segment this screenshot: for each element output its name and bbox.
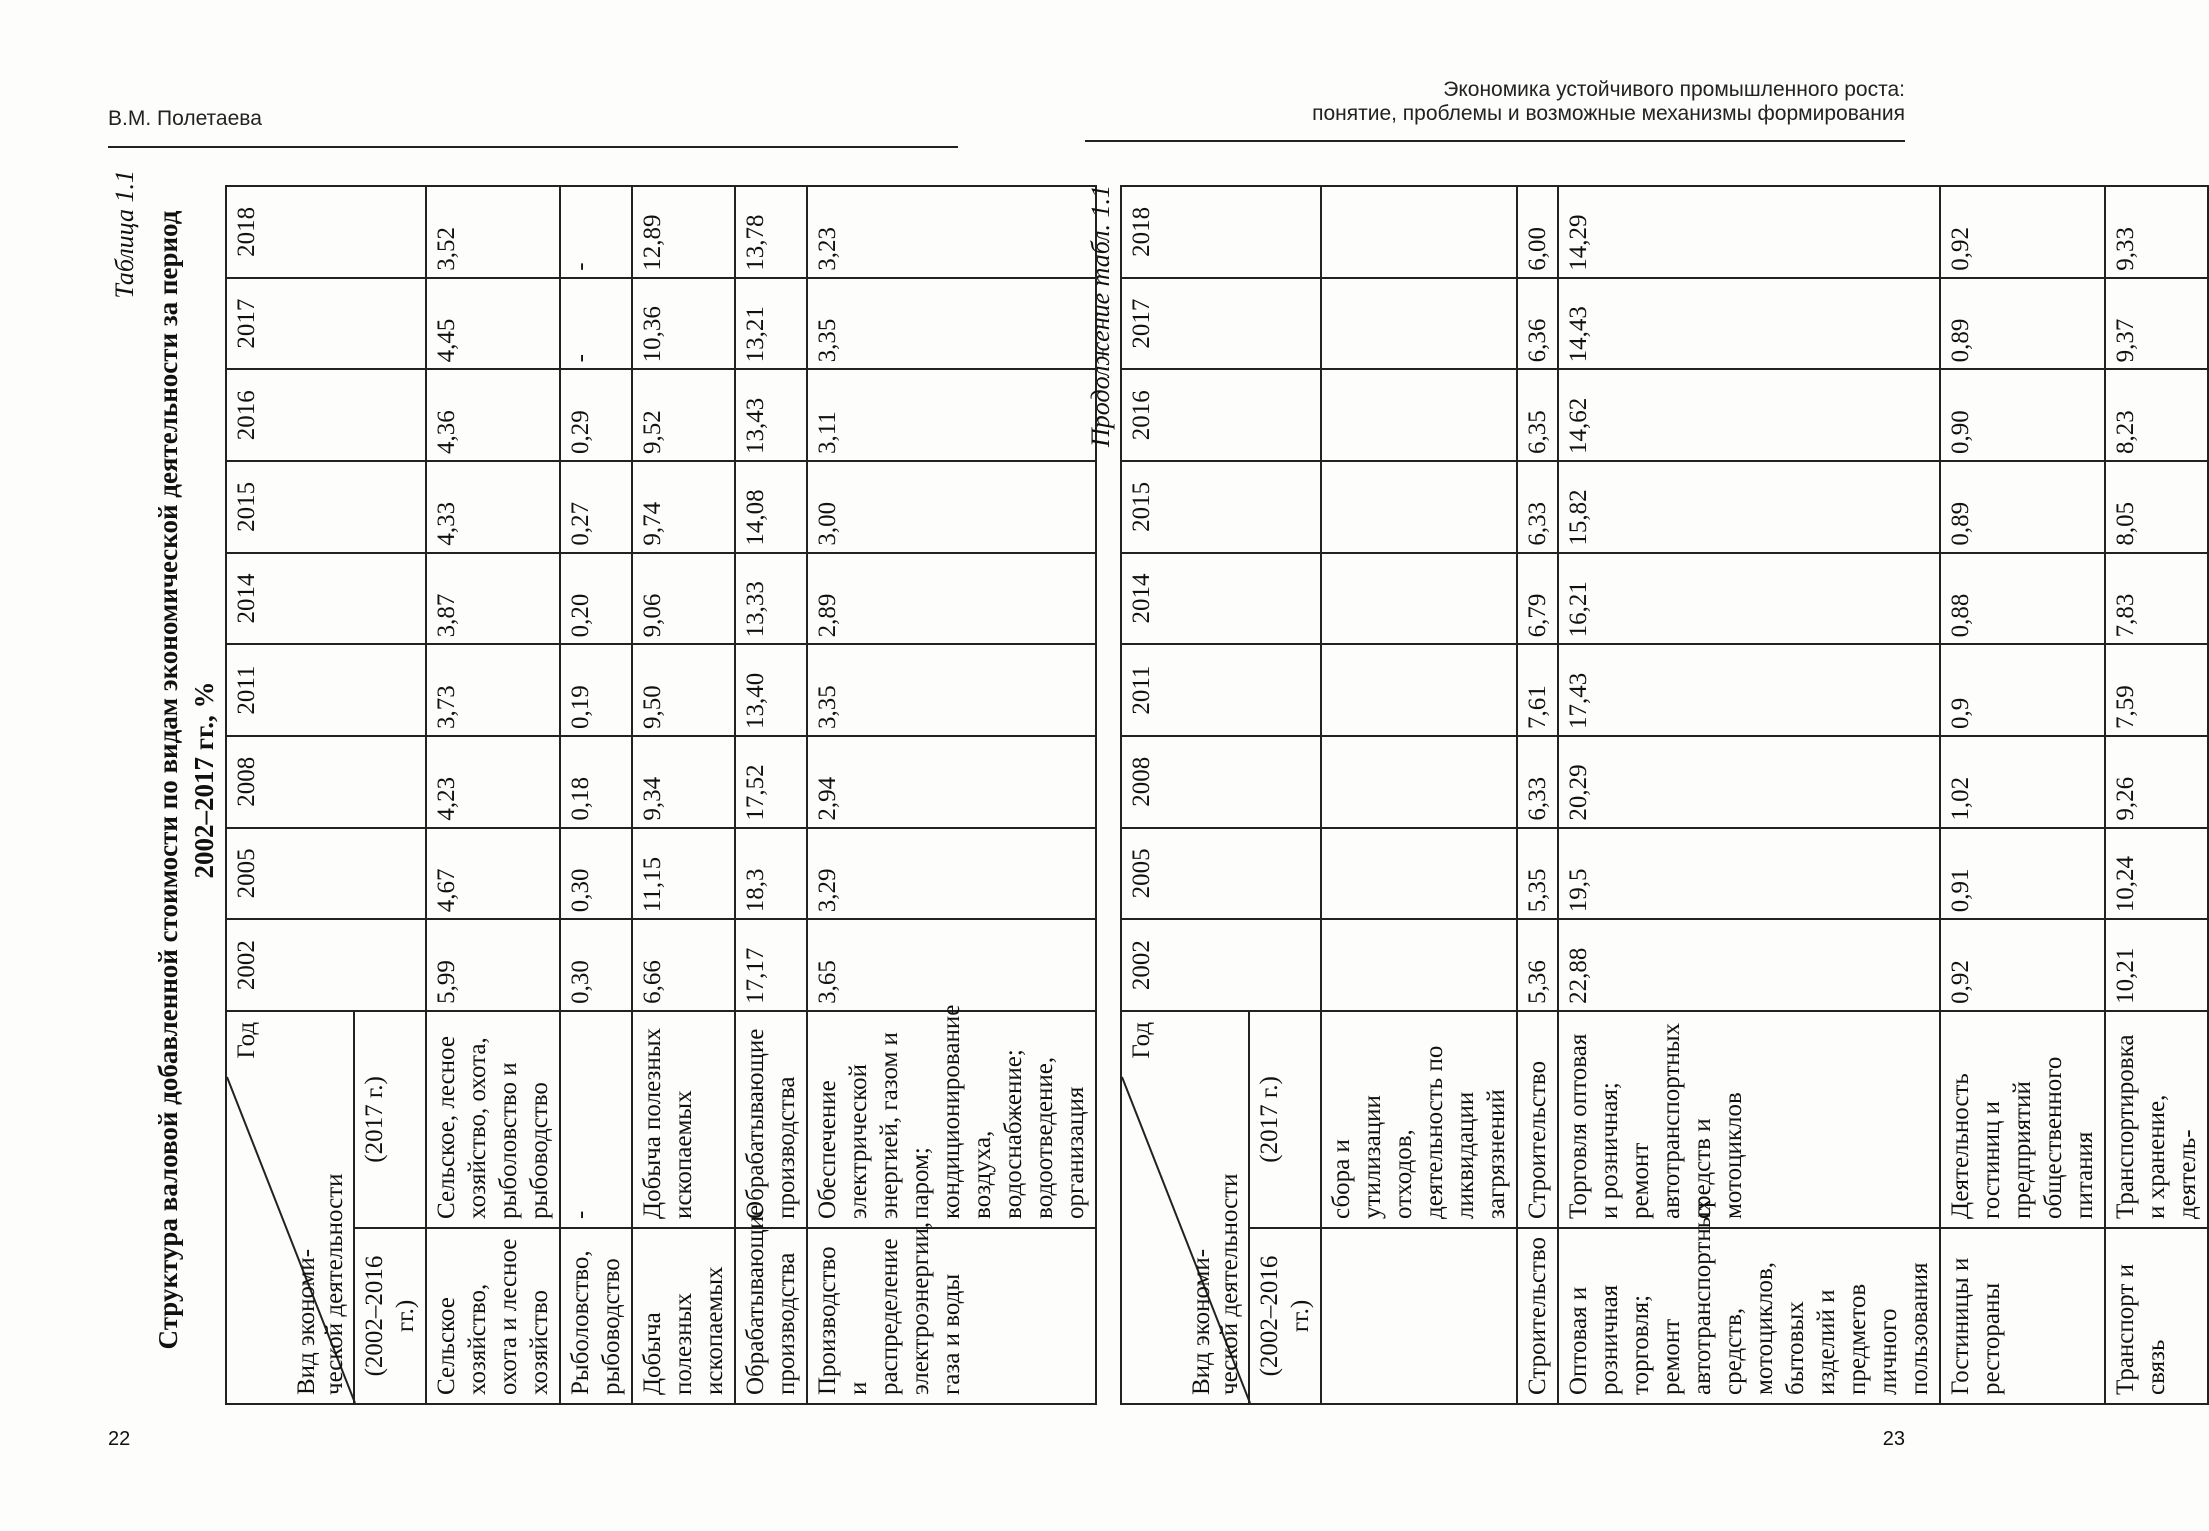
- activity-2017: Сельское, лесное хозяйство, охота, рыболовство и рыбоводство: [426, 1011, 560, 1228]
- running-head-line1: Экономика устойчивого промышленного роста:: [1443, 78, 1905, 101]
- table-caption: [1086, 185, 1116, 1405]
- value-cell: 13,33: [735, 553, 807, 645]
- activity-2017: Обеспечение электрической энергией, газом и паром; кондиционирование воздуха, водоснабжение; водоотведение, организация: [807, 1011, 1096, 1228]
- value-cell: 2,89: [807, 553, 1096, 645]
- running-head-line2: понятие, проблемы и возможные механизмы формирования: [1312, 102, 1905, 125]
- value-cell: 4,67: [426, 828, 560, 920]
- value-cell: 19,5: [1558, 828, 1940, 920]
- value-cell: 8,23: [2105, 369, 2208, 461]
- value-cell: 7,59: [2105, 644, 2208, 736]
- value-cell: 3,52: [426, 186, 560, 278]
- value-cell: 17,43: [1558, 644, 1940, 736]
- value-cell: 4,36: [426, 369, 560, 461]
- table-row: [735, 186, 807, 1404]
- activity-2017: Строительство: [1517, 1011, 1558, 1228]
- value-cell: 13,40: [735, 644, 807, 736]
- value-cell: 9,34: [632, 736, 735, 828]
- activity-2017: Добыча полезных ископаемых: [632, 1011, 735, 1228]
- value-cell: 4,33: [426, 461, 560, 553]
- value-cell: 0,9: [1940, 644, 2105, 736]
- table-label: Таблица 1.1: [110, 170, 139, 299]
- year-header: 2015: [226, 461, 426, 553]
- value-cell: 14,29: [1558, 186, 1940, 278]
- value-cell: 0,89: [1940, 278, 2105, 370]
- year-header: 2008: [1121, 736, 1321, 828]
- value-cell: 9,33: [2105, 186, 2208, 278]
- value-cell: 13,43: [735, 369, 807, 461]
- value-cell: 6,35: [1517, 369, 1558, 461]
- activity-2002-2016: Транспорт и связь: [2105, 1228, 2208, 1404]
- value-cell: -: [560, 186, 632, 278]
- activity-2002-2016: [1321, 1228, 1517, 1404]
- value-cell: 3,87: [426, 553, 560, 645]
- value-cell: [1321, 736, 1517, 828]
- value-cell: 18,3: [735, 828, 807, 920]
- year-header: 2002: [1121, 919, 1321, 1011]
- value-cell: 3,65: [807, 919, 1096, 1011]
- table-row: [632, 186, 735, 1404]
- value-cell: 13,21: [735, 278, 807, 370]
- activity-2002-2016: Оптовая и розничная торговля; ремонт автотранспортных средств, мотоциклов, бытовых изделий и предметов личного пользования: [1558, 1228, 1940, 1404]
- activity-2002-2016: Рыболовство, рыбоводство: [560, 1228, 632, 1404]
- year-header: 2014: [226, 553, 426, 645]
- table-row: [1517, 186, 1558, 1404]
- value-cell: 13,78: [735, 186, 807, 278]
- value-cell: 0,29: [560, 369, 632, 461]
- subheader-2017: (2017 г.): [1249, 1011, 1321, 1228]
- value-cell: 6,36: [1517, 278, 1558, 370]
- subheader-2002-2016: (2002–2016 гг.): [1249, 1228, 1321, 1404]
- value-cell: 6,66: [632, 919, 735, 1011]
- header-rule: [108, 146, 958, 148]
- value-cell: 10,21: [2105, 919, 2208, 1011]
- year-header: 2011: [1121, 644, 1321, 736]
- value-cell: 3,00: [807, 461, 1096, 553]
- year-header: 2016: [1121, 369, 1321, 461]
- year-header: 2015: [1121, 461, 1321, 553]
- activity-2002-2016: Сельское хозяйство, охота и лесное хозяйство: [426, 1228, 560, 1404]
- year-header: 2002: [226, 919, 426, 1011]
- table-label: Продолжение табл. 1.1: [1086, 185, 1115, 447]
- value-cell: 20,29: [1558, 736, 1940, 828]
- activity-2017: Торговля оптовая и розничная; ремонт автотранспортных средств и мотоциклов: [1558, 1011, 1940, 1228]
- running-head-author: В.М. Полетаева: [108, 107, 262, 130]
- year-header: 2005: [226, 828, 426, 920]
- value-cell: 22,88: [1558, 919, 1940, 1011]
- year-header: 2017: [226, 278, 426, 370]
- value-cell: 7,61: [1517, 644, 1558, 736]
- value-cell: 14,62: [1558, 369, 1940, 461]
- value-cell: 0,92: [1940, 186, 2105, 278]
- page-number: 22: [108, 1428, 131, 1450]
- value-cell: 9,74: [632, 461, 735, 553]
- year-header: 2008: [226, 736, 426, 828]
- value-cell: 8,05: [2105, 461, 2208, 553]
- value-cell: 17,52: [735, 736, 807, 828]
- right-page: [1000, 0, 2201, 1531]
- year-header: 2011: [226, 644, 426, 736]
- activity-2017: сбора и утилизации отходов, деятельность по ликвидации загрязнений: [1321, 1011, 1517, 1228]
- value-cell: 9,26: [2105, 736, 2208, 828]
- value-cell: 3,73: [426, 644, 560, 736]
- activity-2017: Деятельность гостиниц и предприятий общественного питания: [1940, 1011, 2105, 1228]
- value-cell: 14,43: [1558, 278, 1940, 370]
- header-vid: Вид экономи- ческой деятельности: [1188, 1173, 1243, 1395]
- value-cell: 5,99: [426, 919, 560, 1011]
- table-caption: [110, 170, 222, 1390]
- value-cell: [1321, 828, 1517, 920]
- header-diagonal-cell: [1121, 1011, 1249, 1404]
- value-cell: 0,91: [1940, 828, 2105, 920]
- page-number: 23: [1882, 1428, 1905, 1450]
- year-header: 2005: [1121, 828, 1321, 920]
- table-row: [1558, 186, 1940, 1404]
- value-cell: 4,23: [426, 736, 560, 828]
- table-title-line2: 2002–2017 гг., %: [189, 681, 219, 879]
- value-cell: [1321, 644, 1517, 736]
- activity-2002-2016: Гостиницы и рестораны: [1940, 1228, 2105, 1404]
- header-god: Год: [1128, 1021, 1155, 1059]
- year-header: 2018: [226, 186, 426, 278]
- value-cell: 16,21: [1558, 553, 1940, 645]
- value-cell: 9,52: [632, 369, 735, 461]
- activity-2017: Обрабатывающие производства: [735, 1011, 807, 1228]
- year-header: 2017: [1121, 278, 1321, 370]
- value-cell: 10,36: [632, 278, 735, 370]
- value-cell: -: [560, 278, 632, 370]
- value-cell: 0,92: [1940, 919, 2105, 1011]
- value-cell: 15,82: [1558, 461, 1940, 553]
- value-cell: 9,50: [632, 644, 735, 736]
- header-vid: Вид экономи- ческой деятельности: [293, 1173, 348, 1395]
- value-cell: 3,29: [807, 828, 1096, 920]
- value-cell: 6,33: [1517, 736, 1558, 828]
- value-cell: 0,89: [1940, 461, 2105, 553]
- value-cell: [1321, 919, 1517, 1011]
- activity-2017: -: [560, 1011, 632, 1228]
- activity-2002-2016: Строительство: [1517, 1228, 1558, 1404]
- value-cell: 4,45: [426, 278, 560, 370]
- value-cell: 1,02: [1940, 736, 2105, 828]
- value-cell: 3,23: [807, 186, 1096, 278]
- header-diagonal-cell: [226, 1011, 354, 1404]
- subheader-2002-2016: (2002–2016 гг.): [354, 1228, 426, 1404]
- value-cell: 0,90: [1940, 369, 2105, 461]
- table-row: [1940, 186, 2105, 1404]
- data-table-left: [225, 185, 1097, 1405]
- activity-2002-2016: Производство и распределение электроэнергии, газа и воды: [807, 1228, 1096, 1404]
- value-cell: 3,35: [807, 278, 1096, 370]
- value-cell: 0,30: [560, 919, 632, 1011]
- value-cell: 9,37: [2105, 278, 2208, 370]
- value-cell: 0,88: [1940, 553, 2105, 645]
- table-row: [560, 186, 632, 1404]
- header-god: Год: [233, 1021, 260, 1059]
- table-row: [426, 186, 560, 1404]
- value-cell: 0,18: [560, 736, 632, 828]
- value-cell: 0,27: [560, 461, 632, 553]
- activity-2017: Транспортировка и хранение, деятель-: [2105, 1011, 2208, 1228]
- value-cell: 14,08: [735, 461, 807, 553]
- value-cell: 0,20: [560, 553, 632, 645]
- year-header: 2016: [226, 369, 426, 461]
- value-cell: 6,79: [1517, 553, 1558, 645]
- value-cell: 9,06: [632, 553, 735, 645]
- value-cell: [1321, 186, 1517, 278]
- value-cell: 12,89: [632, 186, 735, 278]
- table-title-line1: Структура валовой добавленной стоимости по видам экономической деятельности за период: [153, 210, 183, 1350]
- value-cell: [1321, 369, 1517, 461]
- value-cell: [1321, 461, 1517, 553]
- table-row: [2105, 186, 2208, 1404]
- value-cell: [1321, 278, 1517, 370]
- value-cell: 3,35: [807, 644, 1096, 736]
- value-cell: 5,35: [1517, 828, 1558, 920]
- left-page: [0, 0, 1089, 1531]
- value-cell: 3,11: [807, 369, 1096, 461]
- year-header: 2018: [1121, 186, 1321, 278]
- value-cell: 2,94: [807, 736, 1096, 828]
- value-cell: 0,30: [560, 828, 632, 920]
- value-cell: 0,19: [560, 644, 632, 736]
- value-cell: 6,33: [1517, 461, 1558, 553]
- subheader-2017: (2017 г.): [354, 1011, 426, 1228]
- value-cell: 11,15: [632, 828, 735, 920]
- value-cell: 5,36: [1517, 919, 1558, 1011]
- activity-2002-2016: Обрабатывающие производства: [735, 1228, 807, 1404]
- value-cell: 6,00: [1517, 186, 1558, 278]
- value-cell: 10,24: [2105, 828, 2208, 920]
- data-table-right: [1120, 185, 2209, 1405]
- value-cell: 7,83: [2105, 553, 2208, 645]
- value-cell: 17,17: [735, 919, 807, 1011]
- year-header: 2014: [1121, 553, 1321, 645]
- value-cell: [1321, 553, 1517, 645]
- header-rule: [1085, 140, 1905, 142]
- running-head-title: [1312, 78, 1905, 126]
- activity-2002-2016: Добыча полезных ископаемых: [632, 1228, 735, 1404]
- table-row: [1321, 186, 1517, 1404]
